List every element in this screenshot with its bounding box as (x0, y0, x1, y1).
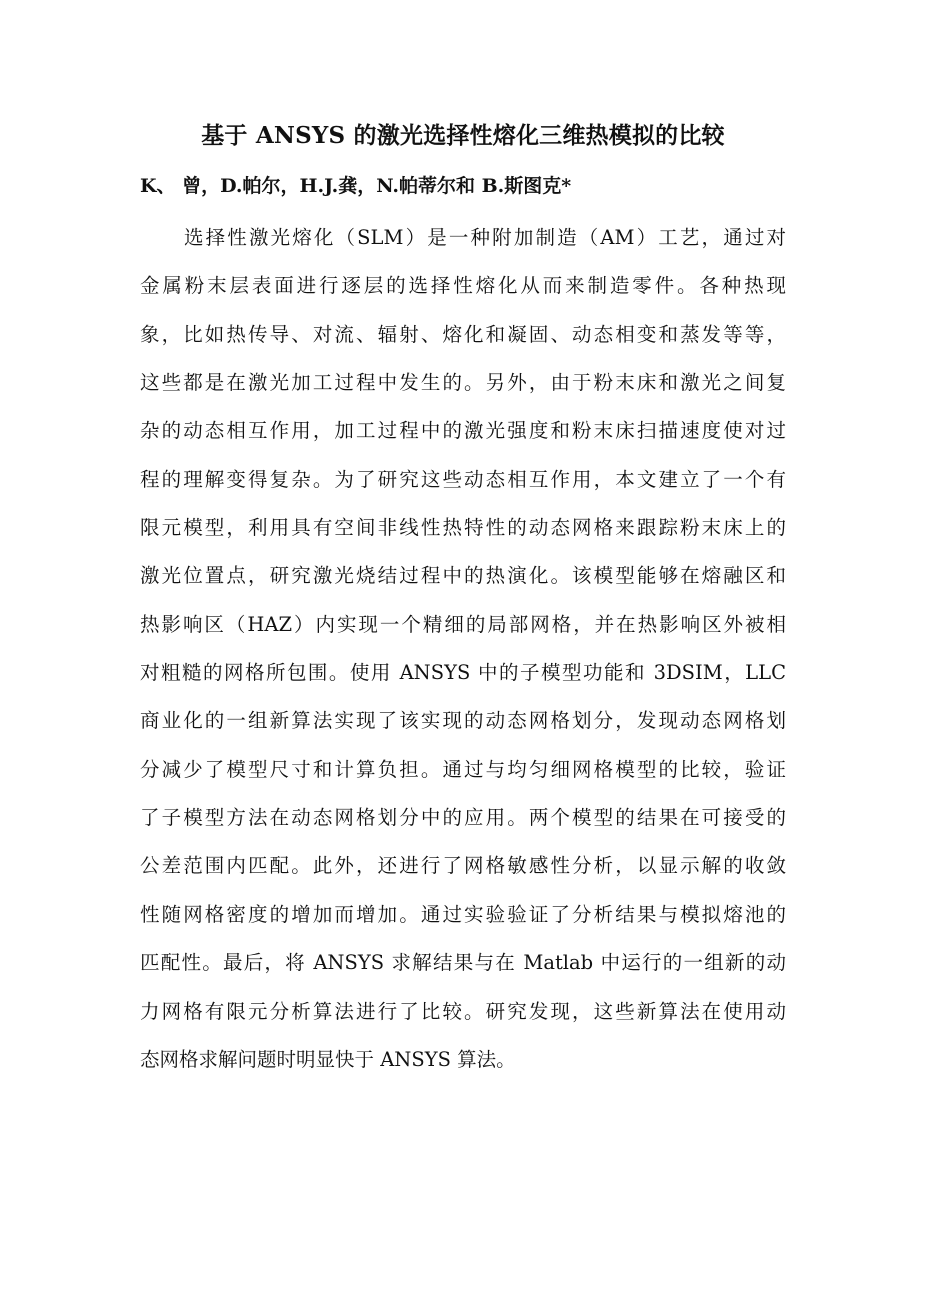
paragraph-line: 对粗糙的网格所包围。使用 ANSYS 中的子模型功能和 3DSIM，LLC (140, 661, 786, 685)
paragraph-line: 限元模型，利用具有空间非线性热特性的动态网格来跟踪粉末床上的 (140, 516, 786, 540)
paragraph-line: 态网格求解问题时明显快于 ANSYS 算法。 (140, 1047, 516, 1071)
paragraph-line: 性随网格密度的增加而增加。通过实验验证了分析结果与模拟熔池的 (140, 902, 786, 926)
abstract-paragraph (140, 214, 786, 1084)
paragraph-line: 分减少了模型尺寸和计算负担。通过与均匀细网格模型的比较，验证 (140, 757, 786, 781)
paragraph-line: 选择性激光熔化（SLM）是一种附加制造（AM）工艺，通过对 (184, 226, 786, 249)
paragraph-line: 力网格有限元分析算法进行了比较。研究发现，这些新算法在使用动 (140, 999, 786, 1023)
paragraph-line: 热影响区（HAZ）内实现一个精细的局部网格，并在热影响区外被相 (140, 612, 786, 636)
paragraph-line: 杂的动态相互作用，加工过程中的激光强度和粉末床扫描速度使对过 (140, 419, 786, 443)
paragraph-line: 了子模型方法在动态网格划分中的应用。两个模型的结果在可接受的 (140, 806, 786, 830)
paragraph-line: 金属粉末层表面进行逐层的选择性熔化从而来制造零件。各种热现 (140, 274, 786, 298)
paragraph-line: 商业化的一组新算法实现了该实现的动态网格划分，发现动态网格划 (140, 709, 786, 733)
paragraph-line: 激光位置点，研究激光烧结过程中的热演化。该模型能够在熔融区和 (140, 564, 786, 588)
document-title: 基于 ANSYS 的激光选择性熔化三维热模拟的比较 (201, 122, 725, 149)
paragraph-line: 象，比如热传导、对流、辐射、熔化和凝固、动态相变和蒸发等等， (140, 322, 786, 346)
paragraph-line: 程的理解变得复杂。为了研究这些动态相互作用，本文建立了一个有 (140, 467, 786, 491)
author-list: K、 曾，D.帕尔，H.J.龚，N.帕蒂尔和 B.斯图克* (140, 175, 572, 197)
paragraph-line: 这些都是在激光加工过程中发生的。另外，由于粉末床和激光之间复 (140, 371, 786, 395)
paragraph-line: 匹配性。最后，将 ANSYS 求解结果与在 Matlab 中运行的一组新的动 (140, 951, 786, 975)
paragraph-line: 公差范围内匹配。此外，还进行了网格敏感性分析，以显示解的收敛 (140, 854, 786, 878)
